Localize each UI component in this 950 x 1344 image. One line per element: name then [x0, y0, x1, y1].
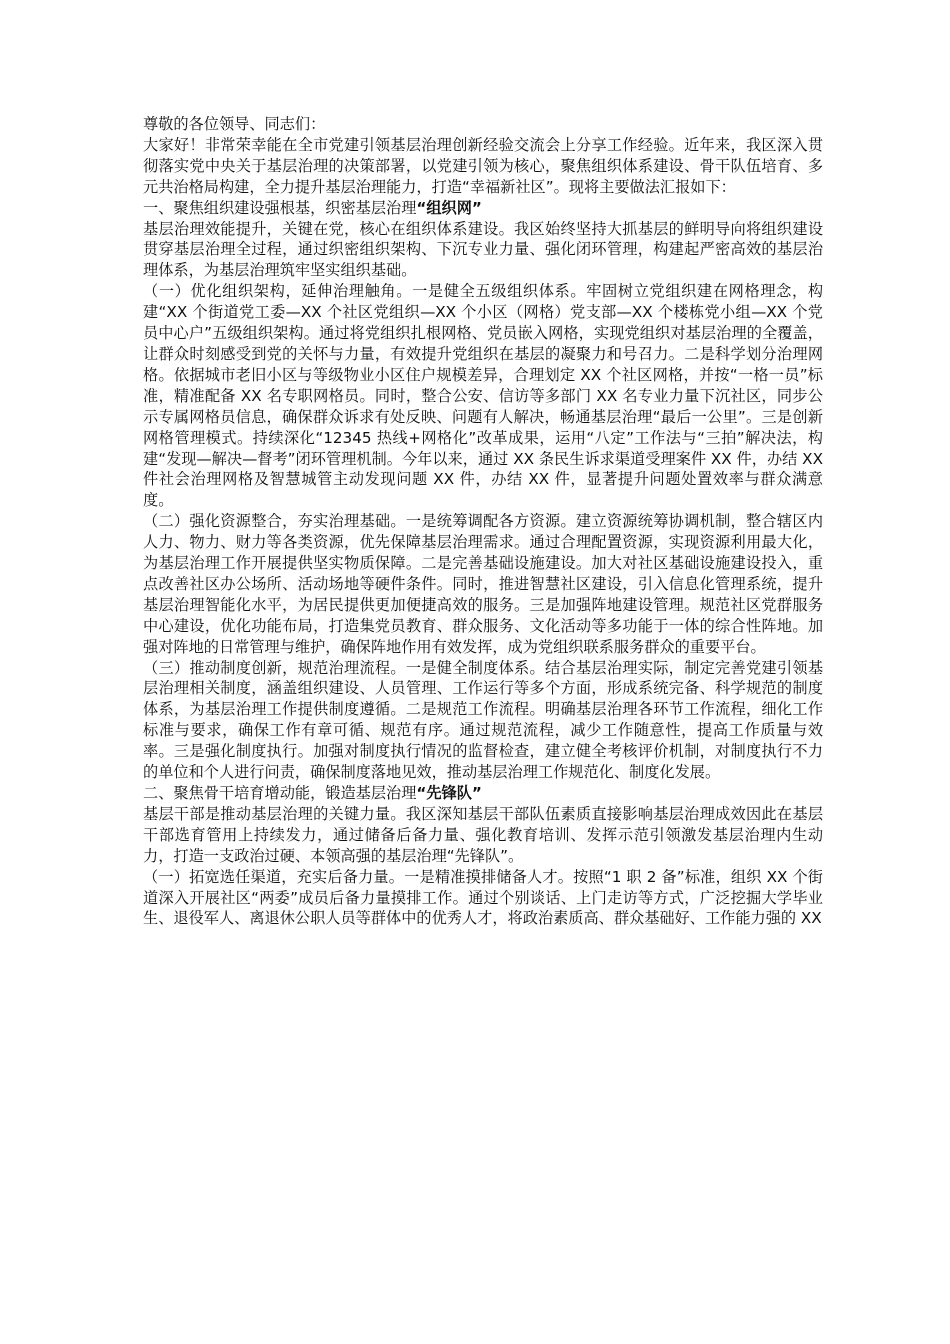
greeting: 尊敬的各位领导、同志们： — [143, 115, 326, 133]
section-1-lead: 基层治理效能提升，关键在党，核心在组织体系建设。我区始终坚持大抓基层的鲜明导向将组织建设贯穿基层治理全过程，通过织密组织架构、下沉专业力量、强化闭环管理，构建起严密高效的基层治理体系，为基层治理筑牢坚实组织基础。 — [143, 219, 823, 280]
intro-paragraph: 大家好！非常荣幸能在全市党建引领基层治理创新经验交流会上分享工作经验。近年来，我区深入贯彻落实党中央关于基层治理的决策部署，以党建引领为核心，聚焦组织体系建设、骨干队伍培育、多元共治格局构建，全力提升基层治理能力，打造“幸福新社区”。现将主要做法汇报如下： — [143, 135, 823, 196]
section-2-heading — [143, 783, 823, 804]
document-body — [143, 114, 823, 929]
section-1-heading-highlight: “组织网” — [416, 198, 482, 217]
section-2-lead: 基层干部是推动基层治理的关键力量。我区深知基层干部队伍素质直接影响基层治理成效因此在基层干部选育管用上持续发力，通过储备后备力量、强化教育培训、发挥示范引领激发基层治理内生动力，打造一支政治过硬、本领高强的基层治理“先锋队”。 — [143, 804, 823, 865]
section-1-item-2: （二）强化资源整合，夯实治理基础。一是统筹调配各方资源。建立资源统筹协调机制，整合辖区内人力、物力、财力等各类资源，优先保障基层治理需求。通过合理配置资源，实现资源利用最大化，为基层治理工作开展提供坚实物质保障。二是完善基础设施建设。加大对社区基础设施建设投入，重点改善社区办公场所、活动场地等硬件条件。同时，推进智慧社区建设，引入信息化管理系统，提升基层治理智能化水平，为居民提供更加便捷高效的服务。三是加强阵地建设管理。规范社区党群服务中心建设，优化功能布局，打造集党员教育、群众服务、文化活动等多功能于一体的综合性阵地。加强对阵地的日常管理与维护，确保阵地作用有效发挥，成为党组织联系服务群众的重要平台。 — [143, 512, 823, 656]
section-1-heading-text: 一、聚焦组织建设强根基，织密基层治理 — [143, 198, 417, 217]
section-2-item-1: （一）拓宽选任渠道，充实后备力量。一是精准摸排储备人才。按照“1 职 2 备”标准，组织 XX 个街道深入开展社区“两委”成员后备力量摸排工作。通过个别谈话、上门走访等方式，广泛挖掘大学毕业生、退役军人、离退休公职人员等群体中的优秀人才，将政治素质高、群众基础好、工作能力强的 XX — [143, 867, 823, 928]
section-1-item-1: （一）优化组织架构，延伸治理触角。一是健全五级组织体系。牢固树立党组织建在网格理念，构建“XX 个街道党工委—XX 个社区党组织—XX 个小区（网格）党支部—XX 个楼栋党小组—XX 个党员中心户”五级组织架构。通过将党组织扎根网格、党员嵌入网格，实现党组织对基层治理的全覆盖，让群众时刻感受到党的关怀与力量，有效提升党组织在基层的凝聚力和号召力。二是科学划分治理网格。依据城市老旧小区与等级物业小区住户规模差异，合理划定 XX 个社区网格，并按“一格一员”标准，精准配备 XX 名专职网格员。同时，整合公安、信访等多部门 XX 名专业力量下沉社区，同步公示专属网格员信息，确保群众诉求有处反映、问题有人解决，畅通基层治理“最后一公里”。三是创新网格管理模式。持续深化“12345 热线+网格化”改革成果，运用“八定”工作法与“三拍”解决法，构建“发现—解决—督考”闭环管理机制。今年以来，通过 XX 条民生诉求渠道受理案件 XX 件，办结 XX 件社会治理网格及智慧城管主动发现问题 XX 件，办结 XX 件，显著提升问题处置效率与群众满意度。 — [143, 282, 823, 510]
section-2-heading-highlight: “先锋队” — [416, 784, 482, 802]
section-1-item-3: （三）推动制度创新，规范治理流程。一是健全制度体系。结合基层治理实际，制定完善党建引领基层治理相关制度，涵盖组织建设、人员管理、工作运行等多个方面，形成系统完备、科学规范的制度体系，为基层治理工作提供制度遵循。二是规范工作流程。明确基层治理各环节工作流程，细化工作标准与要求，确保工作有章可循、规范有序。通过规范流程，减少工作随意性，提高工作质量与效率。三是强化制度执行。加强对制度执行情况的监督检查，建立健全考核评价机制，对制度执行不力的单位和个人进行问责，确保制度落地见效，推动基层治理工作规范化、制度化发展。 — [143, 658, 823, 782]
section-1-heading — [143, 198, 823, 219]
section-2-heading-text: 二、聚焦骨干培育增动能，锻造基层治理 — [143, 784, 417, 802]
